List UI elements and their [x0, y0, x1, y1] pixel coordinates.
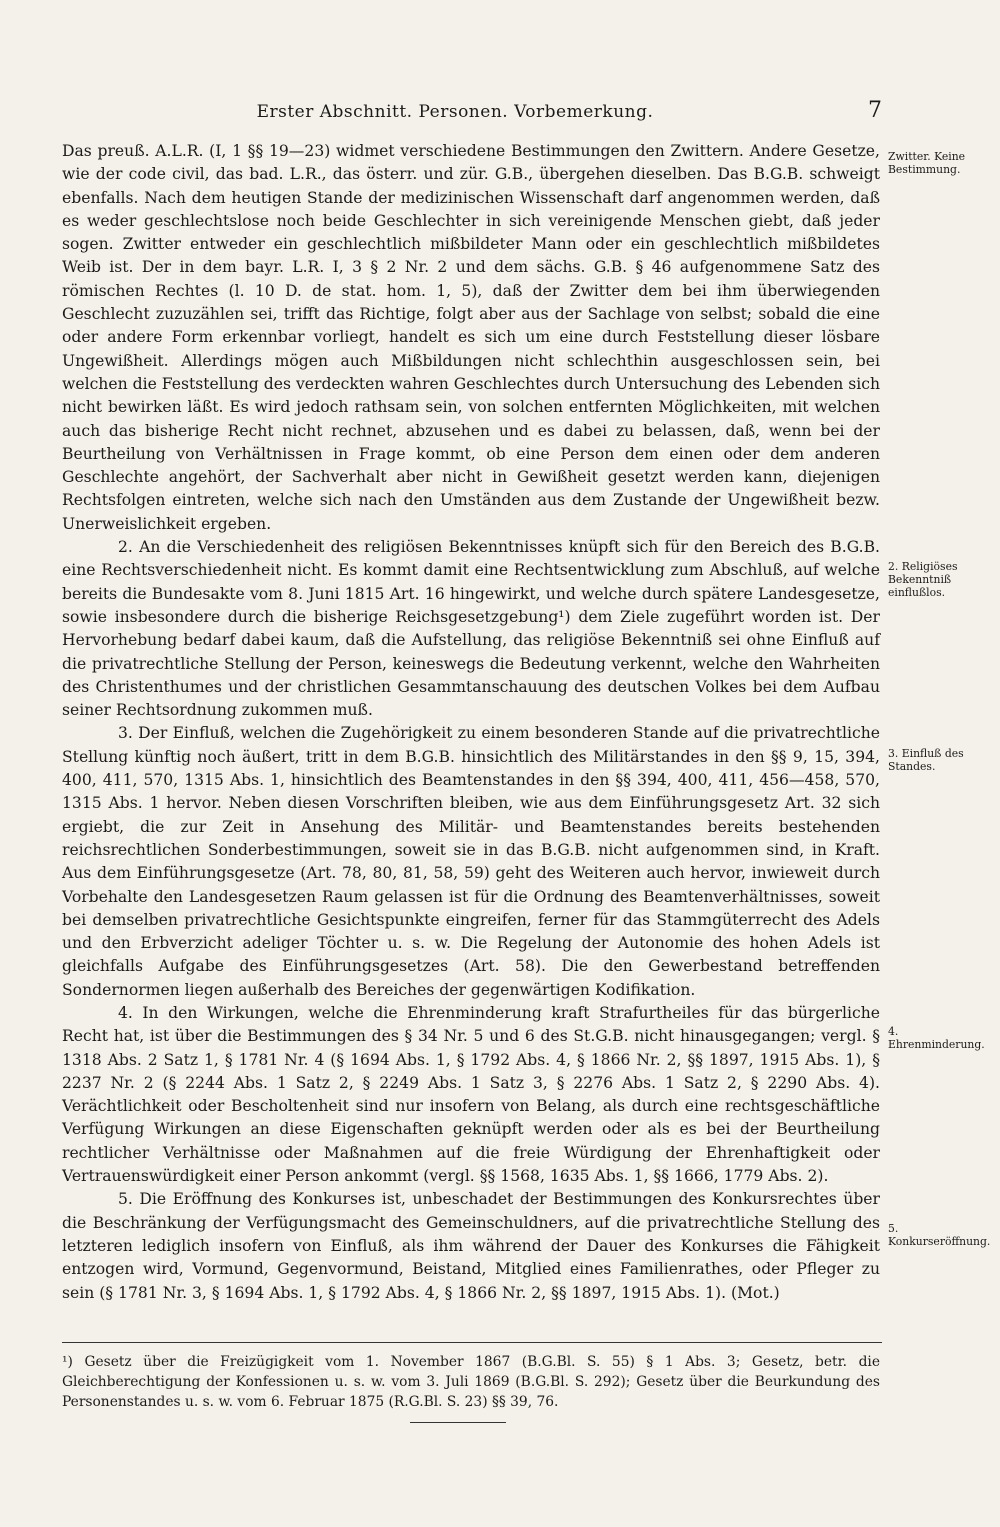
- main-text: [62, 140, 880, 1305]
- margin-note-ehrenminderung: 4. Ehrenminderung.: [888, 1025, 985, 1051]
- end-rule: [410, 1422, 506, 1423]
- running-title: Erster Abschnitt. Personen. Vorbemerkung.: [256, 102, 654, 122]
- paragraph-2-religion: 2. An die Verschiedenheit des religiösen Bekenntnisses knüpft sich für den Bereich des B.G.B. eine Rechtsverschiedenheit nicht. Es kommt damit eine Rechtsentwicklung zum Abschluß, auf welche bereits die Bundesakte vom 8. Juni 1815 Art. 16 hingewirkt, und welche durch spätere Landesgesetze, sowie insbesondere durch die bisherige Reichsgesetzgebung¹) dem Ziele zugeführt worden ist. Der Hervorhebung bedarf dabei kaum, daß die Aufstellung, das religiöse Bekenntniß sei ohne Einfluß auf die privatrechtliche Stellung der Person, keineswegs die Bedeutung verkennt, welche den Wahrheiten des Christenthumes und der christlichen Gesammtanschauung des deutschen Volkes bei dem Aufbau seiner Rechtsordnung zukommen muß.: [62, 538, 880, 720]
- margin-note-religion: 2. Religiöses Bekenntniß einflußlos.: [888, 560, 958, 599]
- paragraph-1-zwitter: Das preuß. A.L.R. (I, 1 §§ 19—23) widmet verschiedene Bestimmungen den Zwittern. Andere Gesetze, wie der code civil, das bad. L.R., das österr. und zür. G.B., übergehen dieselben. Das B.G.B. schweigt ebenfalls. Nach dem heutigen Stande der medizinischen Wissenschaft darf angenommen werden, daß es weder geschlechtslose noch beide Geschlechter in sich vereinigende Menschen giebt, daß jeder sogen. Zwitter entweder ein geschlechtlich mißbildeter Mann oder ein geschlechtlich mißbildetes Weib ist. Der in dem bayr. L.R. I, 3 § 2 Nr. 2 und dem sächs. G.B. § 46 aufgenommene Satz des römischen Rechtes (l. 10 D. de stat. hom. 1, 5), daß der Zwitter dem bei ihm überwiegenden Geschlecht zuzuzählen sei, trifft das Richtige, folgt aber aus der Sachlage von selbst; sobald die eine oder andere Form erkennbar vorliegt, handelt es sich um eine durch Feststellung dieser lösbare Ungewißheit. Allerdings mögen auch Mißbildungen nicht schlechthin ausgeschlossen sein, bei welchen die Feststellung des verdeckten wahren Geschlechtes durch Untersuchung des Lebenden sich nicht bewirken läßt. Es wird jedoch rathsam sein, von solchen entfernten Möglichkeiten, mit welchen auch das bisherige Recht nicht rechnet, abzusehen und es dabei zu belassen, daß, wenn bei der Beurtheilung von Verhältnissen in Frage kommt, ob eine Person dem einen oder dem anderen Geschlechte angehört, der Sachverhalt aber nicht in Gewißheit gesetzt werden kann, diejenigen Rechtsfolgen eintreten, welche sich nach den Umständen aus dem Zustande der Ungewißheit bezw. Unerweislichkeit ergeben.: [62, 142, 880, 533]
- page-header: [62, 98, 882, 123]
- paragraph-3-stand: 3. Der Einfluß, welchen die Zugehörigkeit zu einem besonderen Stande auf die privatrechtliche Stellung künftig noch äußert, tritt in dem B.G.B. hinsichtlich des Militärstandes in den §§ 9, 15, 394, 400, 411, 570, 1315 Abs. 1, hinsichtlich des Beamtenstandes in den §§ 394, 400, 411, 456—458, 570, 1315 Abs. 1 hervor. Neben diesen Vorschriften bleiben, wie aus dem Einführungsgesetz Art. 32 sich ergiebt, die zur Zeit in Ansehung des Militär- und Beamtenstandes bereits bestehenden reichsrechtlichen Sonderbestimmungen, soweit sie in das B.G.B. nicht aufgenommen sind, in Kraft. Aus dem Einführungsgesetze (Art. 78, 80, 81, 58, 59) geht des Weiteren auch hervor, inwieweit durch Vorbehalte den Landesgesetzen Raum gelassen ist für die Ordnung des Beamtenverhältnisses, soweit bei demselben privatrechtliche Gesichtspunkte eingreifen, ferner für das Stammgüterrecht des Adels und den Erbverzicht adeliger Töchter u. s. w. Die Regelung der Autonomie des hohen Adels ist gleichfalls Aufgabe des Einführungsgesetzes (Art. 58). Die den Gewerbestand betreffenden Sondernormen liegen außerhalb des Bereiches der gegenwärtigen Kodifikation.: [62, 724, 880, 999]
- margin-note-konkurs: 5. Konkurseröffnung.: [888, 1222, 991, 1248]
- footnote-rule: [62, 1342, 882, 1343]
- margin-note-stand: 3. Einfluß des Standes.: [888, 747, 964, 773]
- paragraph-4-ehrenminderung: 4. In den Wirkungen, welche die Ehrenminderung kraft Strafurtheiles für das bürgerliche Recht hat, ist über die Bestimmungen des § 34 Nr. 5 und 6 des St.G.B. nicht hinausgegangen; vergl. § 1318 Abs. 2 Satz 1, § 1781 Nr. 4 (§ 1694 Abs. 1, § 1792 Abs. 4, § 1866 Nr. 2, §§ 1897, 1915 Abs. 1), § 2237 Nr. 2 (§ 2244 Abs. 1 Satz 2, § 2249 Abs. 1 Satz 3, § 2276 Abs. 1 Satz 2, § 2290 Abs. 4). Verächtlichkeit oder Bescholtenheit sind nur insofern von Belang, als durch eine rechtsgeschäftliche Verfügung Wirkungen an diese Eigenschaften geknüpft werden oder als es bei der Beurtheilung rechtlicher Verhältnisse oder Maßnahmen auf die freie Würdigung der Ehrenhaftigkeit oder Vertrauenswürdigkeit einer Person ankommt (vergl. §§ 1568, 1635 Abs. 1, §§ 1666, 1779 Abs. 2).: [62, 1003, 880, 1186]
- paragraph-5-konkurs: 5. Die Eröffnung des Konkurses ist, unbeschadet der Bestimmungen des Konkursrechtes über die Beschränkung der Verfügungsmacht des Gemeinschuldners, auf die privatrechtliche Stellung des letzteren lediglich insofern von Einfluß, als ihm während der Dauer des Konkurses die Fähigkeit entzogen wird, Vormund, Gegenvormund, Beistand, Mitglied eines Familienrathes, oder Pfleger zu sein (§ 1781 Nr. 3, § 1694 Abs. 1, § 1792 Abs. 4, § 1866 Nr. 2, §§ 1897, 1915 Abs. 1). (Mot.): [62, 1190, 880, 1302]
- page-number: 7: [868, 98, 882, 123]
- margin-note-zwitter: Zwitter. Keine Bestimmung.: [888, 150, 966, 176]
- footnote: ¹) Gesetz über die Freizügigkeit vom 1. November 1867 (B.G.Bl. S. 55) § 1 Abs. 3; Gesetz, betr. die Gleichberechtigung der Konfessionen u. s. w. vom 3. Juli 1869 (B.G.Bl. S. 292); Gesetz über die Beurkundung des Personenstandes u. s. w. vom 6. Februar 1875 (R.G.Bl. S. 23) §§ 39, 76.: [62, 1354, 880, 1410]
